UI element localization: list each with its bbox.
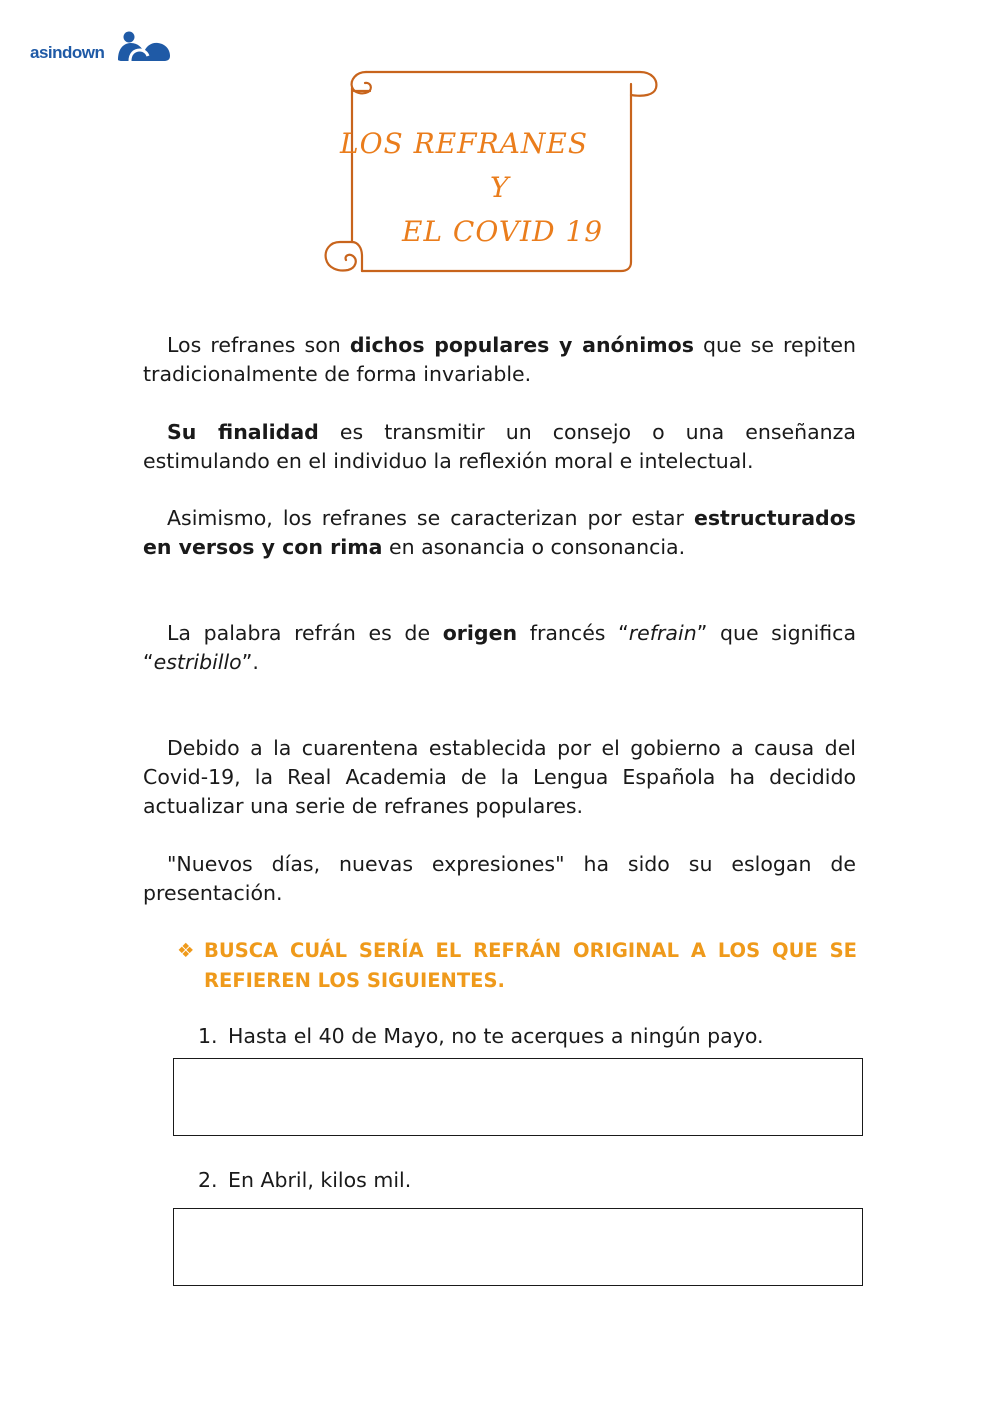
paragraph-structure — [143, 504, 856, 562]
italic-span: refrain — [628, 621, 697, 645]
bold-span: origen — [442, 621, 518, 645]
diamond-bullet-icon: ❖ — [177, 939, 195, 962]
paragraph-slogan: "Nuevos días, nuevas expresiones" ha sido su eslogan de presentación. — [143, 852, 856, 905]
paragraph-covid: Debido a la cuarentena establecida por el gobierno a causa del Covid-19, la Real Academia de la Lengua Española ha decidido actualizar una serie de refranes populares. — [143, 736, 856, 818]
bold-span: Su finalidad — [167, 420, 319, 444]
text-span: La palabra refrán es de — [167, 621, 443, 645]
text-span: Asimismo, los refranes se caracterizan por estar — [167, 506, 694, 530]
title-line-2: Y — [490, 171, 510, 204]
instruction-text: BUSCA CUÁL SERÍA EL REFRÁN ORIGINAL A LOS QUE SE REFIEREN LOS SIGUIENTES. — [204, 939, 857, 992]
paragraph-purpose — [143, 418, 856, 476]
item-number: 2. — [198, 1168, 218, 1192]
item-text: Hasta el 40 de Mayo, no te acerques a ningún payo. — [228, 1024, 764, 1048]
text-span: ” que significa “ — [143, 621, 857, 674]
italic-span: estribillo — [153, 650, 242, 674]
answer-box-1[interactable] — [173, 1058, 863, 1136]
title-line-1: LOS REFRANES — [340, 127, 589, 160]
bold-span: dichos populares y anónimos — [349, 333, 694, 357]
paragraph-origin — [143, 619, 856, 677]
scroll-title — [318, 122, 618, 254]
title-line-3: EL COVID 19 — [402, 215, 604, 248]
text-span: francés “ — [517, 621, 629, 645]
logo-text: asindown — [30, 43, 105, 62]
text-span: Los refranes son — [167, 333, 350, 357]
text-span: en asonancia o consonancia. — [382, 535, 686, 559]
text-span: que se repiten tradicionalmente de forma invariable. — [143, 333, 856, 386]
asindown-logo — [30, 30, 170, 70]
text-span: es transmitir un consejo o una enseñanza estimulando en el individuo la reflexión moral e intelectual. — [143, 420, 856, 473]
text-span: ”. — [241, 650, 259, 674]
answer-box-2[interactable] — [173, 1208, 863, 1286]
item-number: 1. — [198, 1024, 218, 1048]
exercise-item-1 — [198, 1022, 764, 1051]
title-scroll-banner — [318, 62, 663, 277]
exercise-item-2 — [198, 1166, 411, 1195]
item-text: En Abril, kilos mil. — [228, 1168, 412, 1192]
bold-span: estructurados en versos y con rima — [143, 506, 856, 559]
paragraph-definition — [143, 331, 856, 389]
exercise-instruction — [177, 936, 857, 996]
logo-figure-icon — [116, 30, 186, 64]
